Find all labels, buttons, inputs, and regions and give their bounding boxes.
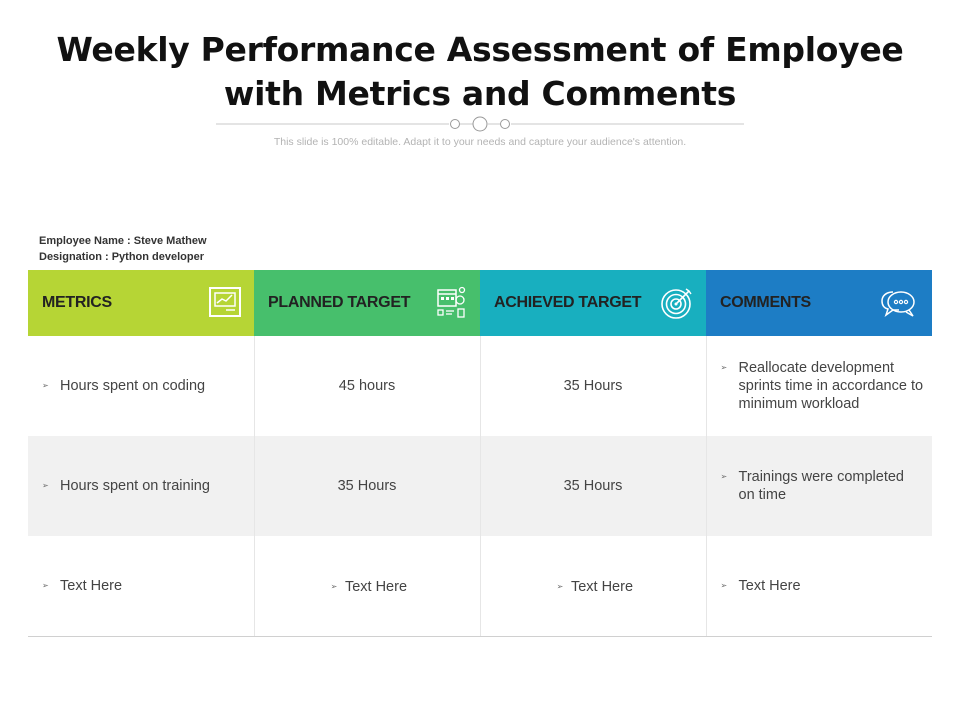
chart-board-icon [208,286,242,318]
arrow-bullet-icon: ➢ [720,581,728,590]
arrow-bullet-icon: ➢ [42,581,49,590]
header-planned-target [254,270,480,336]
metric-cell: ➢ Text Here [28,536,254,637]
arrow-bullet-icon: ➢ [330,581,338,591]
performance-table [28,270,932,637]
subtitle: This slide is 100% editable. Adapt it to your needs and capture your audience's attention. [273,136,687,148]
planned-cell: 35 Hours [254,436,480,536]
planned-cell: 45 hours [254,336,480,436]
header-metrics [28,270,254,336]
header-label: COMMENTS [720,294,811,311]
header-label: PLANNED TARGET [268,294,411,311]
header-achieved-target [480,270,706,336]
comment-cell: ➢ Trainings were completed on time [706,436,932,536]
achieved-cell: 35 Hours [480,336,706,436]
header-label: ACHIEVED TARGET [494,294,642,311]
table-row [28,436,932,536]
arrow-bullet-icon: ➢ [720,472,728,481]
achieved-cell: 35 Hours [480,436,706,536]
title-line-2: with Metrics and Comments [223,74,737,113]
employee-info [39,233,207,265]
header-comments [706,270,932,336]
planned-cell: ➢ Text Here [254,536,480,637]
achieved-cell: ➢ Text Here [480,536,706,637]
arrow-bullet-icon: ➢ [42,381,49,390]
target-icon [660,286,694,320]
chat-bubbles-icon [879,286,919,320]
arrow-bullet-icon: ➢ [720,363,728,372]
table-row [28,536,932,637]
title-line-1: Weekly Performance Assessment of Employee [56,30,904,69]
title-divider [216,114,744,134]
comment-cell: ➢ Reallocate development sprints time in accordance to minimum workload [706,336,932,436]
employee-name: Employee Name : Steve Mathew [39,235,207,247]
header-label: METRICS [42,294,112,311]
employee-designation: Designation : Python developer [39,251,205,263]
table-row [28,336,932,436]
comment-cell: ➢ Text Here [706,536,932,637]
planning-calendar-icon [436,286,468,320]
arrow-bullet-icon: ➢ [556,581,564,591]
metric-cell: ➢ Hours spent on training [28,436,254,536]
arrow-bullet-icon: ➢ [42,481,49,490]
page-title [40,28,920,116]
metric-cell: ➢ Hours spent on coding [42,378,206,394]
table-header-row [28,270,932,336]
